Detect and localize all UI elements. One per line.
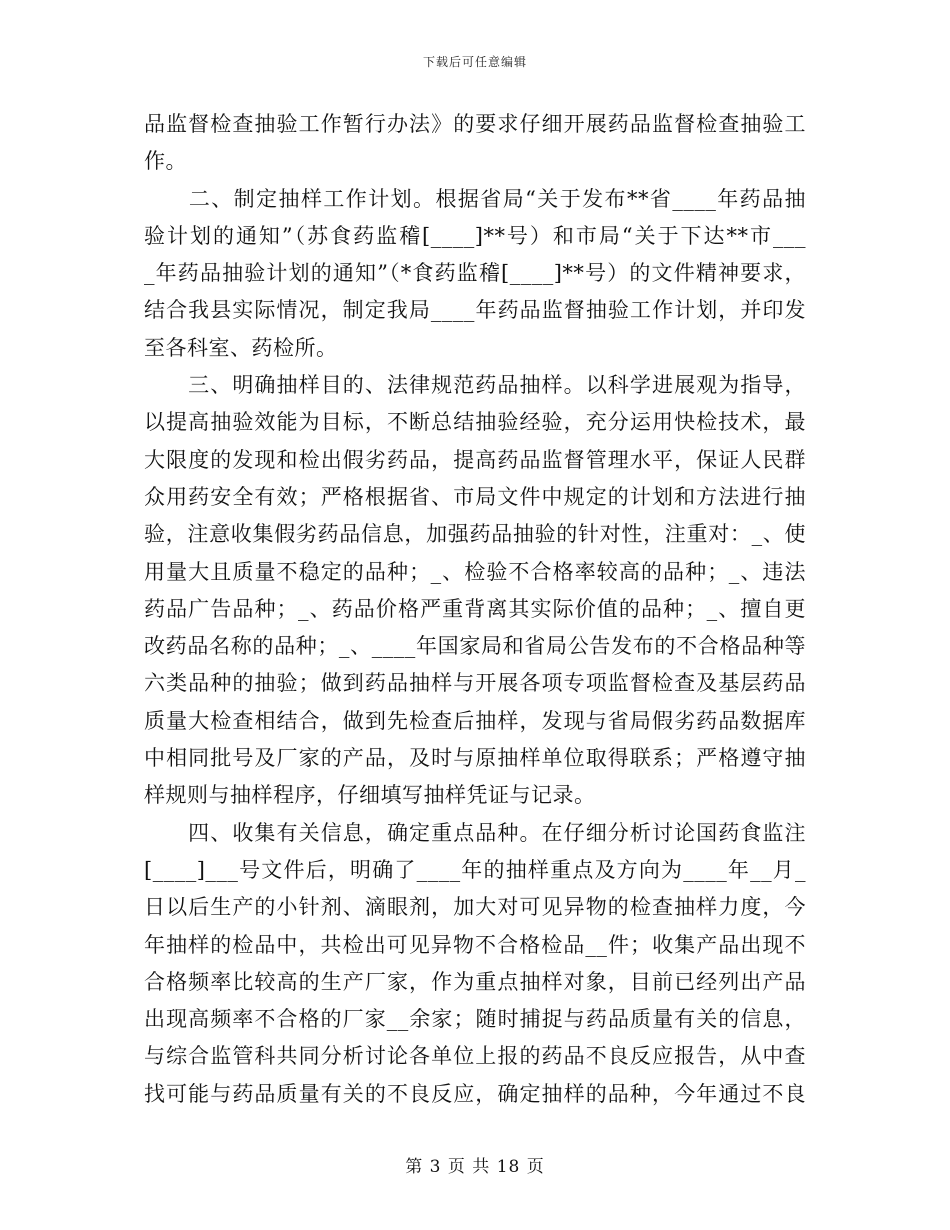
document-body	[144, 106, 806, 1113]
page-number-footer: 第 3 页 共 18 页	[405, 1157, 545, 1177]
paragraph-line: 品监督检查抽验工作暂行办法》的要求仔细开展药品监督检查抽验工	[144, 112, 806, 136]
paragraph-line: 出现高频率不合格的厂家__余家；随时捕捉与药品质量有关的信息，	[144, 1007, 806, 1032]
paragraph-line: [____]___号文件后，明确了____年的抽样重点及方向为____年__月_	[144, 857, 806, 882]
paragraph-line: 用量大且质量不稳定的品种；_、检验不合格率较高的品种；_、违法	[144, 559, 806, 584]
paragraph-line: 大限度的发现和检出假劣药品，提高药品监督管理水平，保证人民群	[144, 447, 806, 472]
paragraph-line: 药品广告品种；_、药品价格严重背离其实际价值的品种；_、擅自更	[144, 596, 806, 621]
paragraph-line: 二、制定抽样工作计划。根据省局“关于发布**省____年药品抽	[144, 186, 806, 211]
paragraph-line: _年药品抽验计划的通知”（*食药监稽[____]**号）的文件精神要求，	[144, 261, 806, 286]
paragraph-line: 样规则与抽样程序，仔细填写抽样凭证与记录。	[144, 783, 596, 808]
paragraph-line: 以提高抽验效能为目标，不断总结抽验经验，充分运用快检技术，最	[144, 410, 806, 435]
paragraph-line: 中相同批号及厂家的产品，及时与原抽样单位取得联系；严格遵守抽	[144, 746, 806, 771]
page-header-note: 下载后可任意编辑	[422, 55, 527, 69]
paragraph-line: 改药品名称的品种；_、____年国家局和省局公告发布的不合格品种等	[144, 634, 806, 659]
paragraph-line: 与综合监管科共同分析讨论各单位上报的药品不良反应报告，从中查	[144, 1044, 806, 1069]
paragraph-line: 三、明确抽样目的、法律规范药品抽样。以科学进展观为指导，	[144, 373, 806, 398]
paragraph-line: 年抽样的检品中，共检出可见异物不合格检品__件；收集产品出现不	[144, 932, 806, 957]
paragraph-line: 作。	[144, 149, 187, 174]
paragraph-line: 众用药安全有效；严格根据省、市局文件中规定的计划和方法进行抽	[144, 484, 806, 509]
paragraph-line: 至各科室、药检所。	[144, 335, 338, 360]
paragraph-line: 日以后生产的小针剂、滴眼剂，加大对可见异物的检查抽样力度，今	[144, 895, 806, 920]
paragraph-line: 六类品种的抽验；做到药品抽样与开展各项专项监督检查及基层药品	[144, 671, 806, 696]
paragraph-line: 合格频率比较高的生产厂家，作为重点抽样对象，目前已经列出产品	[144, 969, 806, 994]
paragraph-line: 质量大检查相结合，做到先检查后抽样，发现与省局假劣药品数据库	[144, 708, 806, 733]
paragraph-line: 结合我县实际情况，制定我局____年药品监督抽验工作计划，并印发	[144, 298, 806, 323]
paragraph-line: 找可能与药品质量有关的不良反应，确定抽样的品种，今年通过不良	[144, 1081, 806, 1106]
paragraph-line: 验，注意收集假劣药品信息，加强药品抽验的针对性，注重对：_、使	[144, 522, 806, 547]
paragraph-line: 验计划的通知”（苏食药监稽[____]**号）和市局“关于下达**市___	[144, 223, 806, 248]
paragraph-line: 四、收集有关信息，确定重点品种。在仔细分析讨论国药食监注	[144, 820, 806, 845]
